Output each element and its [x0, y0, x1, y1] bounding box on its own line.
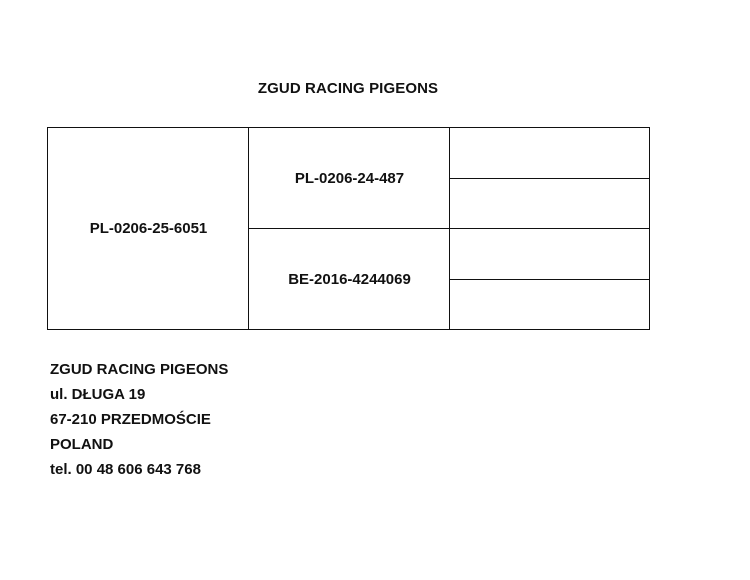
owner-name: ZGUD RACING PIGEONS [50, 361, 229, 378]
sire-ring-cell [248, 127, 451, 230]
sire-ring-number: PL-0206-24-487 [294, 170, 405, 187]
dam-ring-number: BE-2016-4244069 [288, 270, 411, 288]
dam-sire-cell [449, 228, 650, 281]
sire-sire-cell [449, 127, 650, 180]
dam-dam-cell [449, 279, 650, 330]
dam-ring-cell [248, 228, 451, 330]
owner-city: 67-210 PRZEDMOŚCIE [50, 411, 211, 428]
owner-phone: tel. 00 48 606 643 768 [50, 461, 201, 478]
sire-dam-cell [449, 178, 650, 230]
subject-ring-number: PL-0206-25-6051 [89, 220, 208, 237]
subject-ring-cell [47, 127, 250, 330]
pedigree-table [47, 127, 650, 330]
page-title: ZGUD RACING PIGEONS [257, 80, 439, 97]
owner-country: POLAND [50, 436, 114, 453]
owner-street: ul. DŁUGA 19 [50, 386, 146, 403]
owner-address-block [50, 357, 228, 482]
